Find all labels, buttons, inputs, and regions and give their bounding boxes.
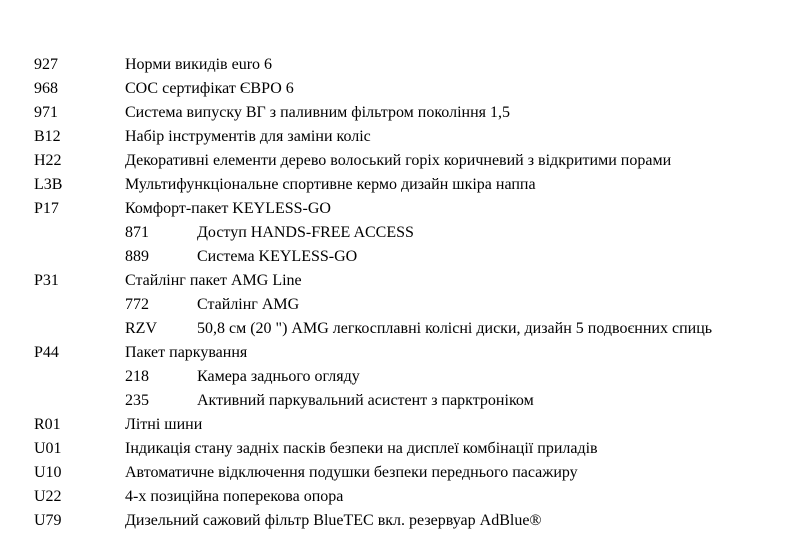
- sub-option-description: Стайлінг AMG: [197, 296, 300, 313]
- option-description: Декоративні елементи дерево волоський горіх коричневий з відкритими порами: [125, 152, 672, 169]
- option-code: U22: [34, 488, 62, 505]
- option-row: [34, 197, 794, 221]
- option-description: Пакет паркування: [125, 344, 248, 361]
- option-description: Система випуску ВГ з паливним фільтром покоління 1,5: [125, 104, 510, 121]
- sub-option-code: 235: [125, 392, 149, 409]
- option-row: [34, 53, 794, 77]
- option-code: U01: [34, 440, 62, 457]
- sub-option-description: Активний паркувальний асистент з парктроніком: [197, 392, 534, 409]
- sub-option-description: 50,8 см (20 ") AMG легкосплавні колісні диски, дизайн 5 подвоєнних спиць: [197, 320, 713, 337]
- option-code: U79: [34, 512, 62, 529]
- sub-option-row: [34, 365, 794, 389]
- option-description: 4-х позиційна поперекова опора: [125, 488, 344, 505]
- sub-option-description: Доступ HANDS-FREE ACCESS: [197, 224, 414, 241]
- option-row: [34, 77, 794, 101]
- option-code: B12: [34, 128, 61, 145]
- sub-option-code: 889: [125, 248, 149, 265]
- option-description: Стайлінг пакет AMG Line: [125, 272, 302, 289]
- option-code: R01: [34, 416, 61, 433]
- sub-option-row: [34, 221, 794, 245]
- option-row: [34, 509, 794, 533]
- option-row: [34, 173, 794, 197]
- sub-option-row: [34, 293, 794, 317]
- option-code: 971: [34, 104, 58, 121]
- option-description: Норми викидів euro 6: [125, 56, 273, 73]
- option-row: [34, 269, 794, 293]
- sub-option-row: [34, 245, 794, 269]
- option-description: Комфорт-пакет KEYLESS-GO: [125, 200, 331, 217]
- option-code: P44: [34, 344, 59, 361]
- option-code: U10: [34, 464, 62, 481]
- sub-option-row: [34, 389, 794, 413]
- option-description: Літні шини: [125, 416, 203, 433]
- sub-option-code: RZV: [125, 320, 157, 337]
- option-code: P31: [34, 272, 59, 289]
- option-description: Мультифункціональне спортивне кермо дизайн шкіра наппа: [125, 176, 536, 193]
- sub-option-description: Камера заднього огляду: [197, 368, 360, 385]
- option-code: L3B: [34, 176, 63, 193]
- option-row: [34, 485, 794, 509]
- option-description: Набір інструментів для заміни коліс: [125, 128, 371, 145]
- option-code: 927: [34, 56, 58, 73]
- option-code: H22: [34, 152, 62, 169]
- sub-option-code: 218: [125, 368, 149, 385]
- option-description: СОС сертифікат ЄВРО 6: [125, 80, 294, 97]
- option-row: [34, 437, 794, 461]
- option-row: [34, 341, 794, 365]
- sub-option-description: Система KEYLESS-GO: [197, 248, 358, 265]
- option-row: [34, 149, 794, 173]
- option-description: Індикація стану задніх пасків безпеки на дисплеї комбінації приладів: [125, 440, 598, 457]
- option-description: Дизельний сажовий фільтр BlueTEC вкл. резервуар AdBlue®: [125, 512, 542, 529]
- option-row: [34, 125, 794, 149]
- option-description: Автоматичне відключення подушки безпеки переднього пасажиру: [125, 464, 578, 481]
- option-code: P17: [34, 200, 59, 217]
- options-list: [34, 53, 794, 533]
- option-row: [34, 461, 794, 485]
- option-row: [34, 413, 794, 437]
- option-code: 968: [34, 80, 58, 97]
- sub-option-code: 871: [125, 224, 149, 241]
- sub-option-code: 772: [125, 296, 149, 313]
- sub-option-row: [34, 317, 794, 341]
- option-row: [34, 101, 794, 125]
